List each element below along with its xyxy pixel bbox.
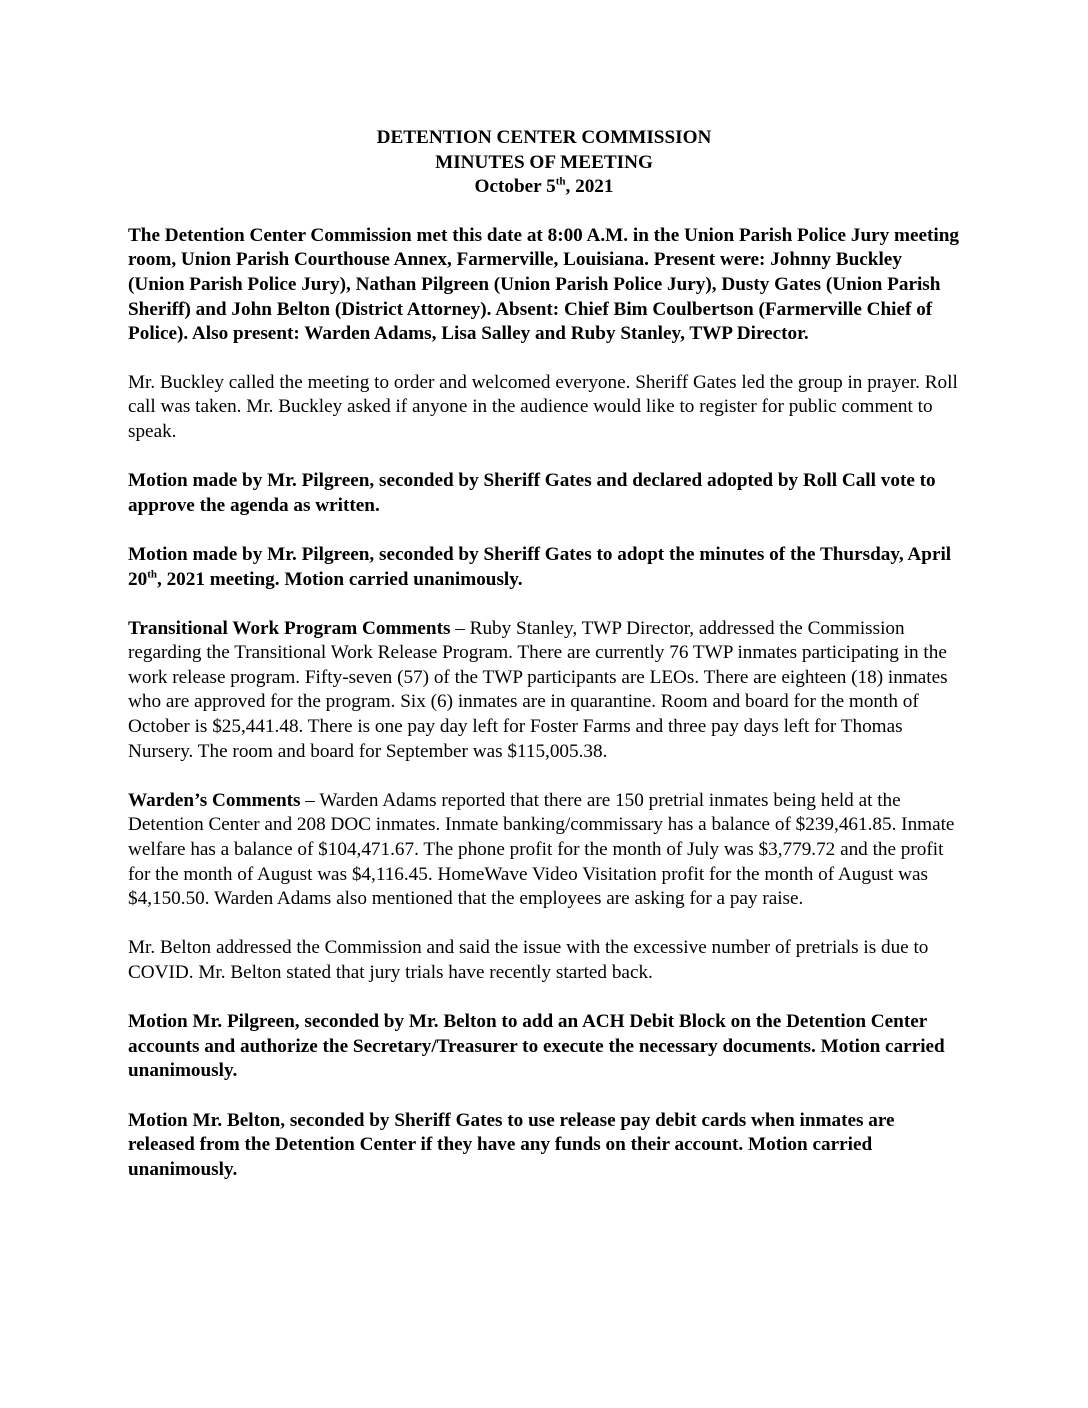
belton-paragraph: Mr. Belton addressed the Commission and said the issue with the excessive number of pretrials is due to COVID. Mr. Belton stated that jury trials have recently started back.: [128, 937, 929, 983]
warden-comments-heading: Warden’s Comments: [128, 789, 301, 811]
motion-ach-paragraph: Motion Mr. Pilgreen, seconded by Mr. Belton to add an ACH Debit Block on the Detention Center accounts and authorize the Secretary/Treasurer to execute the necessary documents. Motion carried unanimously.: [128, 1011, 945, 1082]
header-commission-title: DETENTION CENTER COMMISSION: [376, 127, 712, 148]
date-year: , 2021: [565, 176, 614, 198]
motion-minutes-text-end: , 2021 meeting. Motion carried unanimously.: [156, 568, 523, 590]
warden-comments-body: – Warden Adams reported that there are 150 pretrial inmates being held at the Detention Center and 208 DOC inmates. Inmate banking/commissary has a balance of $239,461.85. Inmate welfare has a balance of $104,471.67. The phone profit for the month of July was $3,779.72 and the profit for the month of August was $4,116.45. HomeWave Video Visitation profit for the month of August was $4,150.50. Warden Adams also mentioned that the employees are asking for a pay raise.: [128, 789, 955, 910]
twp-comments-heading: Transitional Work Program Comments: [128, 617, 451, 639]
header-meeting-date: [128, 175, 960, 200]
motion-minutes-sup: th: [147, 568, 157, 581]
date-prefix: October 5: [474, 176, 556, 198]
intro-paragraph: The Detention Center Commission met this date at 8:00 A.M. in the Union Parish Police Jury meeting room, Union Parish Courthouse Annex, Farmerville, Louisiana. Present were: Johnny Buckley (Union Parish Police Jury), Nathan Pilgreen (Union Parish Police Jury), Dusty Gates (Union Parish Sheriff) and John Belton (District Attorney). Absent: Chief Bim Coulbertson (Farmerville Chief of Police). Also present: Warden Adams, Lisa Salley and Ruby Stanley, TWP Director.: [128, 224, 960, 345]
header-minutes-title: MINUTES OF MEETING: [435, 151, 653, 173]
motion-minutes-text: Motion made by Mr. Pilgreen, seconded by Sheriff Gates to adopt the minutes of the Thursday, April 20: [128, 543, 952, 590]
document-page: [128, 126, 960, 1207]
twp-comments-paragraph: [128, 617, 960, 765]
motion-minutes-paragraph: [128, 543, 960, 592]
twp-comments-body: – Ruby Stanley, TWP Director, addressed the Commission regarding the Transitional Work Release Program. There are currently 76 TWP inmates participating in the work release program. Fifty-seven (57) of the TWP participants are LEOs. There are eighteen (18) inmates who are approved for the program. Six (6) inmates are in quarantine. Room and board for the month of October is $25,441.48. There is one pay day left for Foster Farms and three pay days left for Thomas Nursery. The room and board for September was $115,005.38.: [128, 617, 948, 762]
date-suffix-sup: th: [555, 175, 566, 188]
call-to-order-paragraph: Mr. Buckley called the meeting to order and welcomed everyone. Sheriff Gates led the group in prayer. Roll call was taken. Mr. Buckley asked if anyone in the audience would like to register for public comment to speak.: [128, 371, 958, 442]
document-header: [128, 126, 960, 200]
motion-debit-cards-paragraph: Motion Mr. Belton, seconded by Sheriff Gates to use release pay debit cards when inmates are released from the Detention Center if they have any funds on their account. Motion carried unanimously.: [128, 1109, 895, 1180]
warden-comments-paragraph: [128, 789, 960, 912]
motion-agenda-paragraph: Motion made by Mr. Pilgreen, seconded by Sheriff Gates and declared adopted by Roll Call vote to approve the agenda as written.: [128, 470, 936, 516]
